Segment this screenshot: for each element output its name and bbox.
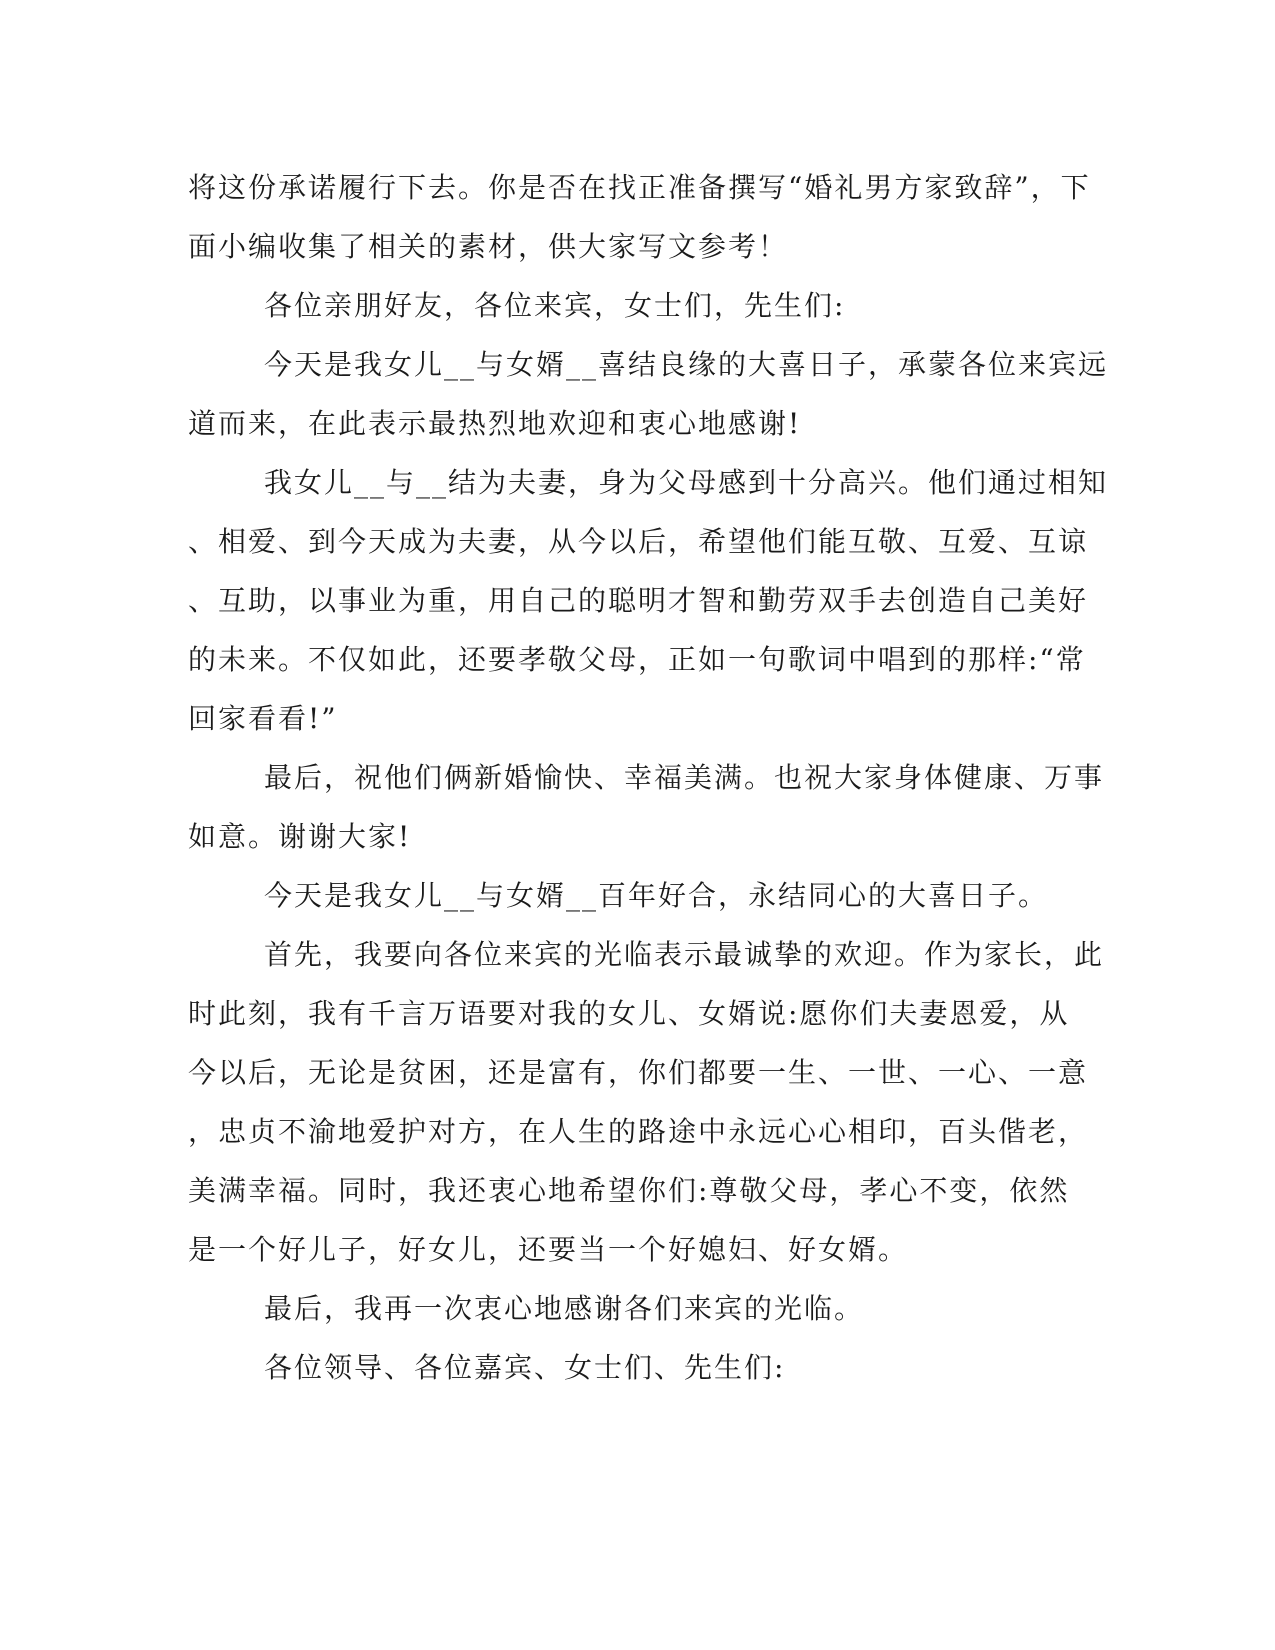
text-line: 首先，我要向各位来宾的光临表示最诚挚的欢迎。作为家长，此 [264, 938, 1105, 971]
text-line: 回家看看!” [188, 702, 338, 735]
text-line: 的未来。不仅如此，还要孝敬父母，正如一句歌词中唱到的那样:“常 [188, 643, 1086, 676]
text-line: 道而来，在此表示最热烈地欢迎和衷心地感谢! [188, 407, 802, 440]
text-line: 各位亲朋好友，各位来宾，女士们，先生们: [264, 289, 846, 322]
text-line: 面小编收集了相关的素材，供大家写文参考！ [188, 230, 789, 263]
text-line: 、相爱、到今天成为夫妻，从今以后，希望他们能互敬、互爱、互谅 [188, 525, 1089, 558]
text-line: ，忠贞不渝地爱护对方，在人生的路途中永远心心相印，百头偕老， [188, 1115, 1089, 1148]
text-line: 是一个好儿子，好女儿，还要当一个好媳妇、好女婿。 [188, 1233, 909, 1266]
text-line: 今天是我女儿__与女婿__喜结良缘的大喜日子，承蒙各位来宾远 [264, 348, 1109, 381]
text-line: 时此刻，我有千言万语要对我的女儿、女婿说:愿你们夫妻恩爱，从 [188, 997, 1070, 1030]
text-line: 将这份承诺履行下去。你是否在找正准备撰写“婚礼男方家致辞”，下 [188, 171, 1091, 204]
text-line: 今以后，无论是贫困，还是富有，你们都要一生、一世、一心、一意 [188, 1056, 1089, 1089]
text-line: 各位领导、各位嘉宾、女士们、先生们: [264, 1351, 786, 1384]
text-line: 如意。谢谢大家! [188, 820, 412, 853]
text-line: 最后，祝他们俩新婚愉快、幸福美满。也祝大家身体健康、万事 [264, 761, 1105, 794]
text-line: 今天是我女儿__与女婿__百年好合，永结同心的大喜日子。 [264, 879, 1049, 912]
text-line: 最后，我再一次衷心地感谢各们来宾的光临。 [264, 1292, 865, 1325]
text-line: 美满幸福。同时，我还衷心地希望你们:尊敬父母，孝心不变，依然 [188, 1174, 1070, 1207]
document-body [188, 158, 1109, 1397]
text-line: 我女儿__与__结为夫妻，身为父母感到十分高兴。他们通过相知 [264, 466, 1109, 499]
text-line: 、互助，以事业为重，用自己的聪明才智和勤劳双手去创造自己美好 [188, 584, 1089, 617]
